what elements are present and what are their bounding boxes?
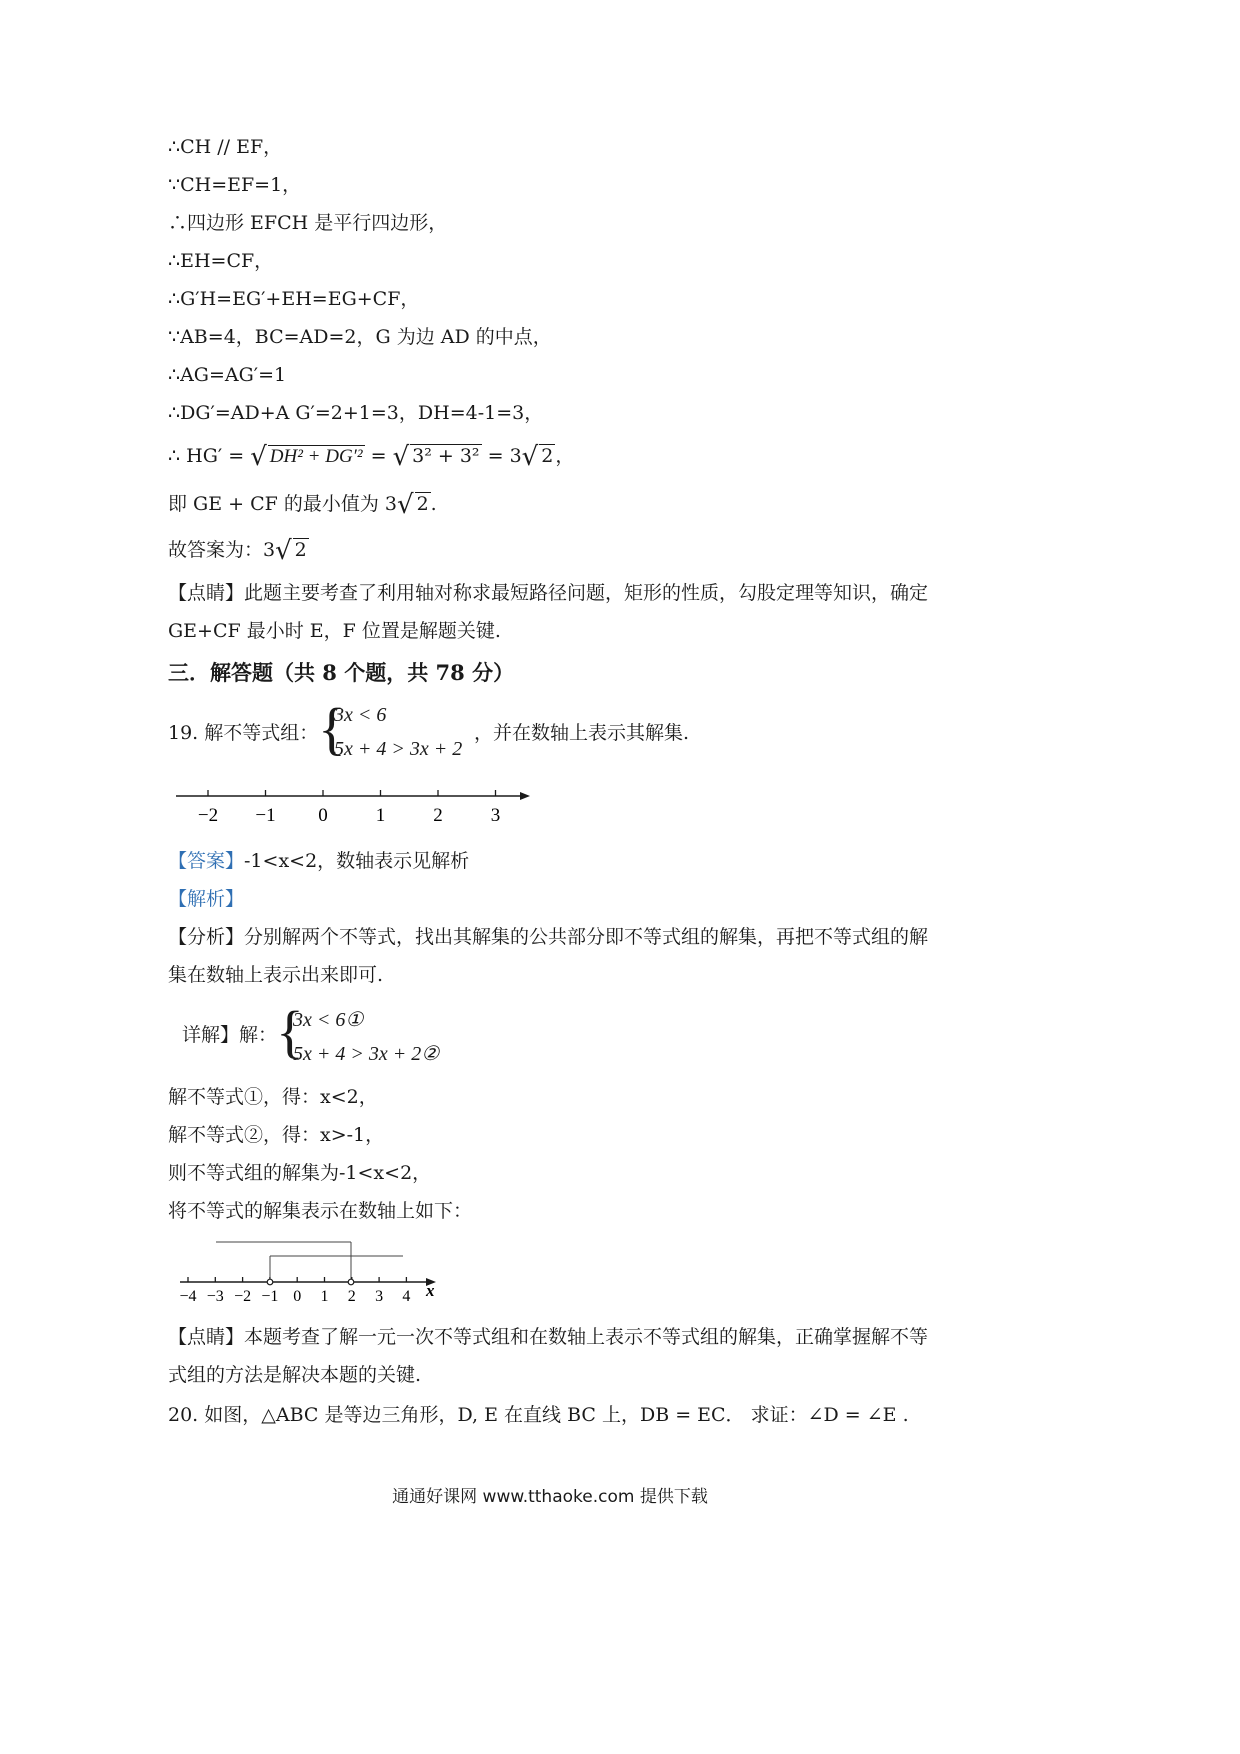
proof-line-5: ∴G′H=EG′+EH=EG+CF， [168,288,420,310]
tick-label: −1 [261,1288,279,1305]
proof-line-7: ∴AG=AG′=1 [168,364,287,386]
answer-value: -1<x<2，数轴表示见解析 [244,850,470,872]
tick-label: 1 [375,805,386,826]
tick-label: 2 [433,805,443,826]
radical-icon: √ [250,442,267,472]
pythagoras-line [168,444,574,470]
step-4: 将不等式的解集表示在数轴上如下： [168,1200,473,1222]
analysis-line-2: 集在数轴上表示出来即可. [168,964,384,986]
detail-prefix: 详解】解： [182,1024,278,1046]
proof-line-6: ∵AB=4，BC=AD=2，G 为边 AD 的中点， [168,326,552,348]
tick-label: 0 [318,805,328,826]
tick-label: −1 [255,805,276,826]
proof-line-2: ∵CH=EF=1， [168,174,302,196]
q19-prefix: 19. 解不等式组： [168,722,319,744]
q19-ineq-2: 5x + 4 > 3x + 2 [334,738,463,760]
question-20: 20. 如图，△ABC 是等边三角形，D, E 在直线 BC 上，DB = EC． 求证：∠D = ∠E . [168,1404,909,1426]
radical-icon: √ [396,490,414,520]
tick-label: −4 [179,1288,197,1305]
analysis-line-1 [168,926,928,949]
tick-label: 0 [293,1288,302,1305]
comment2-text: 本题考查了解一元一次不等式组和在数轴上表示不等式组的解集，正确掌握解不等 [244,1326,929,1348]
tick-label: −2 [234,1288,252,1305]
step-1: 解不等式①，得：x<2， [168,1086,378,1108]
radicand-1: DH² + DG′² [269,446,363,467]
comment2-line-2: 式组的方法是解决本题的关键. [168,1364,422,1386]
comment-tag: 【点睛】 [168,582,245,604]
step-2: 解不等式②，得：x>-1， [168,1124,385,1146]
footer-text: 通通好课网 www.tthaoke.com 提供下载 [392,1487,708,1507]
proof-line-1: ∴CH // EF， [168,136,283,158]
hg-prefix: ∴ HG′ = [168,445,245,467]
section-heading: 三．解答题（共 8 个题，共 78 分） [168,660,515,685]
number-line-2 [170,1236,450,1308]
proof-line-4: ∴EH=CF， [168,250,274,272]
min-value-text: 即 GE + CF 的最小值为 3 [168,493,397,515]
q19-suffix: ，并在数轴上表示其解集. [474,722,690,744]
proof-line-8: ∴DG′=AD+A G′=2+1=3，DH=4-1=3， [168,402,544,424]
comment-line-1 [168,582,928,605]
proof-line-3: ∴四边形 EFCH 是平行四边形， [168,212,448,234]
tick-label: 2 [347,1288,356,1305]
radicand: 2 [416,493,429,515]
tick-label: 3 [490,805,501,826]
comment2-tag: 【点睛】 [168,1326,245,1348]
axis-variable: x [426,1281,435,1300]
tick-label: 1 [320,1288,329,1305]
open-circle-icon [348,1279,354,1285]
answer-line [168,538,309,564]
arrow-icon [520,792,530,800]
min-value-line [168,492,437,518]
radicand-3: 2 [541,445,554,467]
comment-line-2: GE+CF 最小时 E，F 位置是解题关键. [168,620,501,642]
analysis-label: 【分析】 [168,926,245,948]
q19-ineq-1: 3x < 6 [334,704,387,726]
radical-icon: √ [392,442,410,472]
comment-text: 此题主要考查了利用轴对称求最短路径问题，矩形的性质，勾股定理等知识，确定 [244,582,929,604]
analysis-text-1: 分别解两个不等式，找出其解集的公共部分即不等式组的解集，再把不等式组的解 [244,926,929,948]
detail-ineq-1: 3x < 6① [293,1009,364,1031]
period: . [430,493,437,515]
brace-icon: { [276,999,304,1064]
equals-2: = 3 [487,445,522,467]
step-3: 则不等式组的解集为-1<x<2， [168,1162,432,1184]
tick-label: 3 [375,1288,384,1305]
tick-label: 4 [402,1288,411,1305]
answer-text: 故答案为：3 [168,539,276,561]
comment2-line-1 [168,1326,928,1349]
equals-1: = [370,445,387,467]
answer-row [168,850,469,873]
tick-label: −3 [206,1288,224,1305]
radicand: 2 [294,539,307,561]
open-circle-icon [267,1279,273,1285]
radicand-2: 3² + 3² [412,445,480,467]
analysis-tag: 【解析】 [168,888,245,910]
detail-ineq-2: 5x + 4 > 3x + 2② [293,1043,440,1065]
radical-icon: √ [275,536,292,566]
answer-tag: 【答案】 [168,850,245,872]
number-line-1 [170,784,540,828]
tick-label: −2 [197,805,219,826]
radical-icon: √ [521,442,539,472]
line-end: ， [555,445,575,467]
brace-icon: { [318,696,346,761]
